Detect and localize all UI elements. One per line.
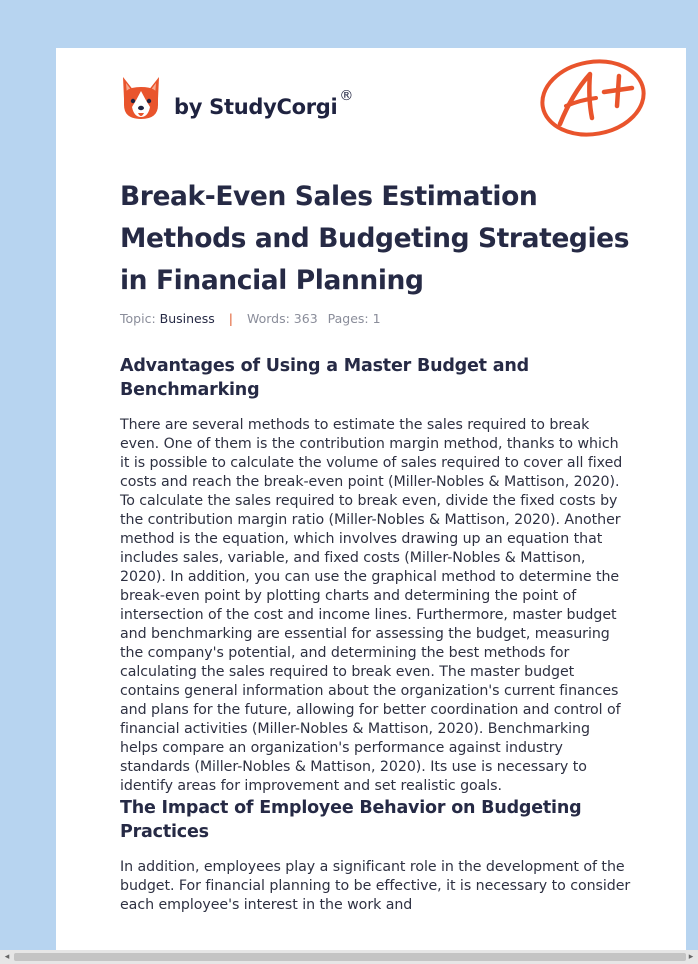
words-label: Words: xyxy=(246,311,290,326)
section-paragraph-master-budget: There are several methods to estimate the sales required to break even. One of them is the contribution margin method, thanks to which it is possible to calculate the volume of sales required to cover all fixed costs and reach the break-even point (Miller-Nobles & Mattison, 2020). To calculate the sales required to break even, divide the fixed costs by the contribution margin ratio (Miller-Nobles & Mattison, 2020). Another method is the equation, which involves drawing up an equation that includes sales, variable, and fixed costs (Miller-Nobles & Mattison, 2020). In addition, you can use the graphical method to determine the break-even point by plotting charts and determining the point of intersection of the cost and income lines. Furthermore, master budget and benchmarking are essential for assessing the budget, measuring the company's potential, and determining the best methods for calculating the sales required to break even. The master budget contains general information about the organization's current finances and plans for the future, allowing for better coordination and control of financial activities (Miller-Nobles & Mattison, 2020). Benchmarking helps compare an organization's performance against industry standards (Miller-Nobles & Mattison, 2020). Its use is necessary to identify areas for improvement and set realistic goals. xyxy=(120,417,623,794)
document-title: Break-Even Sales Estimation Methods and Budgeting Strategies in Financial Planning xyxy=(120,181,630,296)
brand-name-text: by StudyCorgi xyxy=(174,94,338,119)
pages-count: 1 xyxy=(372,311,381,326)
corgi-logo-icon xyxy=(120,75,162,123)
topic-link[interactable]: Business xyxy=(159,311,215,326)
document-meta xyxy=(120,311,381,326)
document-body xyxy=(120,354,632,915)
a-plus-badge-icon xyxy=(538,58,648,140)
horizontal-scrollbar[interactable] xyxy=(0,950,698,964)
topic-label: Topic: xyxy=(120,311,156,326)
section-heading-master-budget: Advantages of Using a Master Budget and Benchmarking xyxy=(120,356,529,400)
words-count: 363 xyxy=(293,311,318,326)
pages-label: Pages: xyxy=(327,311,369,326)
brand-name[interactable] xyxy=(174,87,354,119)
section-heading-employee-behavior: The Impact of Employee Behavior on Budgeting Practices xyxy=(120,798,582,842)
document-page xyxy=(56,48,686,964)
meta-separator: | xyxy=(228,311,233,326)
scroll-left-arrow-icon[interactable]: ◂ xyxy=(4,952,10,962)
scrollbar-thumb[interactable] xyxy=(14,953,686,961)
registered-mark: ® xyxy=(339,87,354,104)
scroll-right-arrow-icon[interactable]: ▸ xyxy=(688,952,694,962)
section-paragraph-employee-behavior: In addition, employees play a significant role in the development of the budget. For financial planning to be effective, it is necessary to consider each employee's interest in the work and xyxy=(120,859,631,913)
brand-header[interactable] xyxy=(120,74,353,124)
